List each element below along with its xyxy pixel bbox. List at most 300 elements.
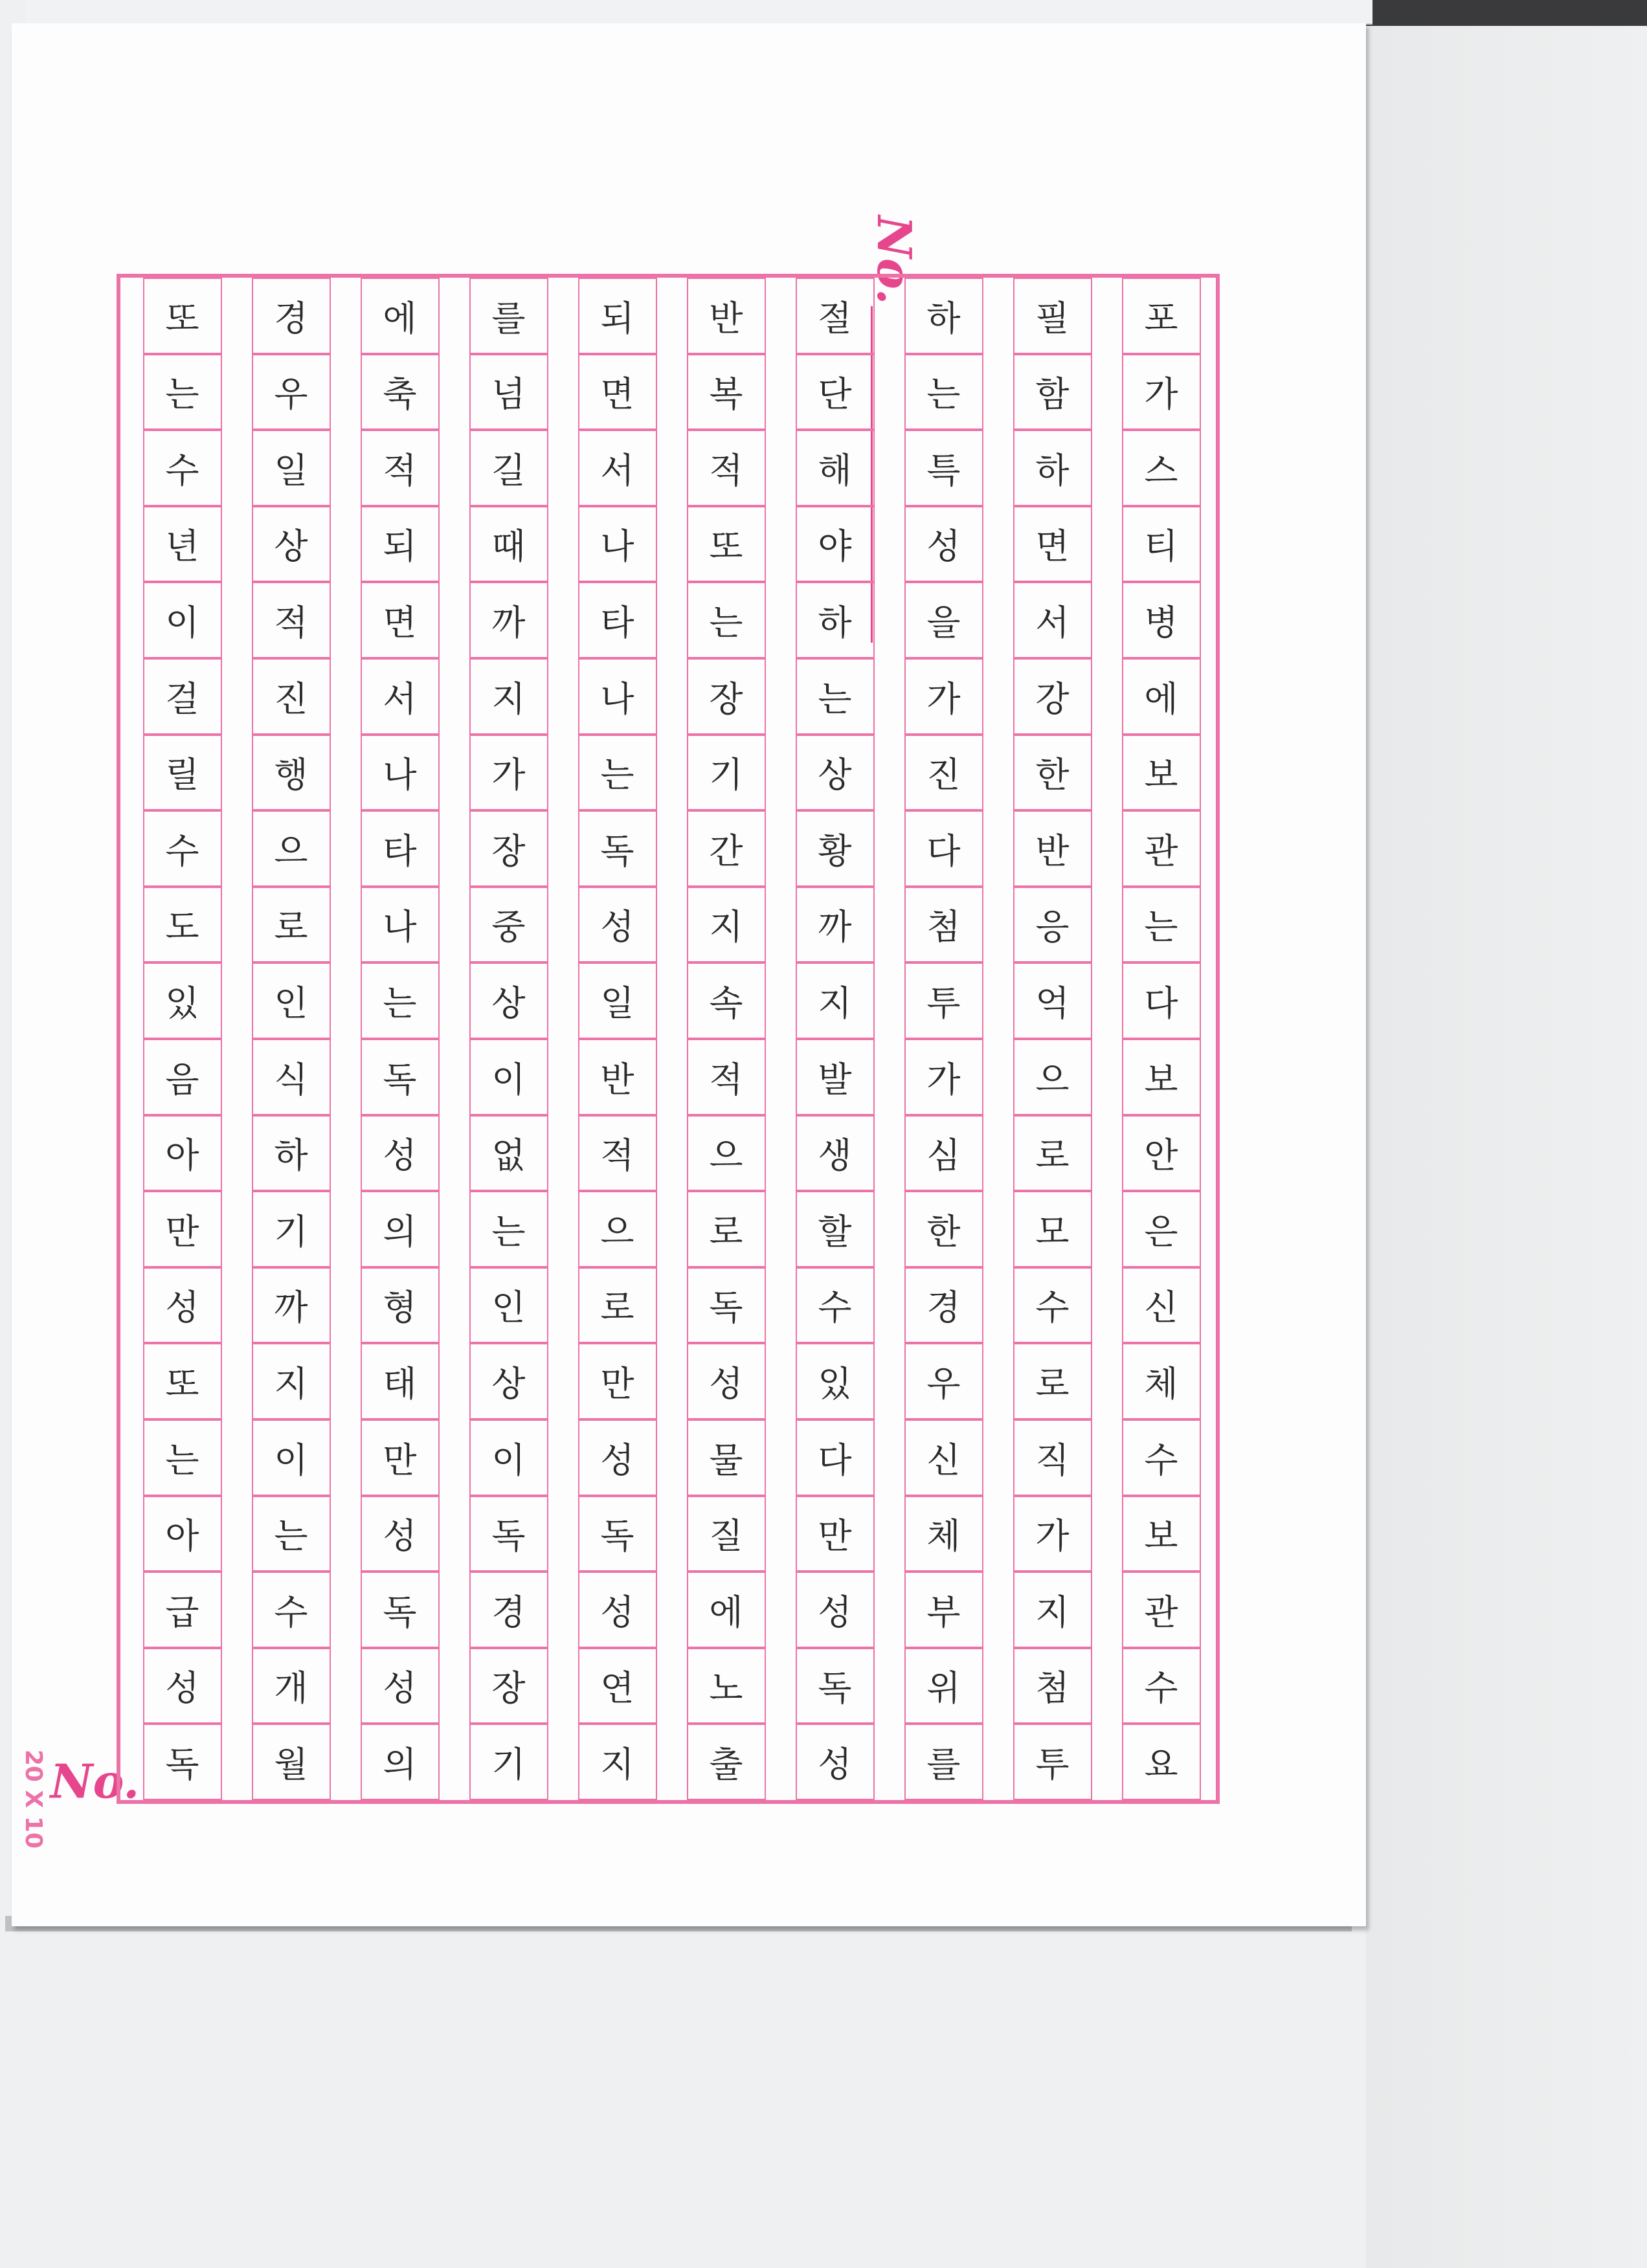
grid-cell <box>361 354 440 430</box>
grid-cell <box>1013 1039 1092 1115</box>
grid-cell <box>361 506 440 583</box>
grid-cell <box>904 582 983 658</box>
handwritten-char: 안 <box>1144 1135 1179 1176</box>
grid-cell <box>796 1419 875 1496</box>
grid-cell <box>578 1724 657 1800</box>
grid-cell <box>143 1115 222 1192</box>
grid-cell <box>469 735 548 811</box>
handwritten-char: 하 <box>274 1135 309 1176</box>
grid-cell <box>578 1496 657 1572</box>
handwritten-char: 한 <box>926 1211 961 1252</box>
handwritten-char: 필 <box>1035 298 1070 339</box>
grid-cell <box>361 1496 440 1572</box>
grid-cell <box>143 962 222 1039</box>
handwritten-char: 적 <box>383 450 418 491</box>
grid-cell <box>1122 582 1201 658</box>
handwritten-char: 일 <box>600 983 635 1024</box>
handwritten-char: 진 <box>926 754 961 795</box>
grid-cell <box>687 658 766 735</box>
handwritten-char: 인 <box>274 983 309 1024</box>
grid-cell <box>796 1724 875 1800</box>
grid-cell <box>469 1648 548 1724</box>
grid-cell <box>469 1267 548 1344</box>
manuscript-row <box>1013 278 1092 1800</box>
handwritten-char: 성 <box>818 1592 853 1633</box>
grid-cell <box>1122 1419 1201 1496</box>
handwritten-char: 수 <box>274 1592 309 1633</box>
handwritten-char: 로 <box>709 1211 744 1252</box>
handwritten-char: 성 <box>600 1440 635 1481</box>
grid-cell <box>361 1039 440 1115</box>
grid-cell <box>252 810 331 887</box>
grid-cell <box>469 1039 548 1115</box>
grid-cell <box>687 1496 766 1572</box>
handwritten-char: 적 <box>709 1059 744 1100</box>
handwritten-char: 부 <box>926 1592 961 1633</box>
handwritten-char: 로 <box>1035 1363 1070 1405</box>
handwritten-char: 만 <box>818 1515 853 1557</box>
handwritten-char: 없 <box>491 1135 526 1176</box>
handwritten-char: 경 <box>926 1287 961 1329</box>
handwritten-char: 상 <box>818 754 853 795</box>
handwritten-char: 질 <box>709 1515 744 1557</box>
handwritten-char: 는 <box>1144 907 1179 948</box>
handwritten-char: 지 <box>600 1744 635 1785</box>
handwritten-char: 독 <box>491 1515 526 1557</box>
handwritten-char: 는 <box>491 1211 526 1252</box>
handwritten-char: 성 <box>383 1667 418 1709</box>
handwritten-char: 장 <box>491 1667 526 1709</box>
grid-cell <box>143 354 222 430</box>
grid-cell <box>361 1343 440 1419</box>
grid-cell <box>1013 1496 1092 1572</box>
handwritten-char: 출 <box>709 1744 744 1785</box>
handwritten-char: 가 <box>926 1059 961 1100</box>
handwritten-char: 다 <box>1144 983 1179 1024</box>
grid-cell <box>469 658 548 735</box>
handwritten-char: 로 <box>600 1287 635 1329</box>
grid-cell <box>687 1343 766 1419</box>
grid-cell <box>143 1267 222 1344</box>
grid-cell <box>796 1572 875 1648</box>
grid-cell <box>904 506 983 583</box>
grid-cell <box>687 1267 766 1344</box>
grid-cell <box>687 1191 766 1267</box>
grid-cell <box>687 1648 766 1724</box>
grid-cell <box>904 1419 983 1496</box>
grid-cell <box>361 430 440 506</box>
grid-cell <box>1013 430 1092 506</box>
handwritten-char: 수 <box>1144 1440 1179 1481</box>
grid-cell <box>1122 1267 1201 1344</box>
grid-cell <box>578 810 657 887</box>
handwritten-char: 때 <box>491 526 526 568</box>
grid-cell <box>1013 354 1092 430</box>
grid-cell <box>361 1648 440 1724</box>
grid-cell <box>904 810 983 887</box>
handwritten-char: 는 <box>926 373 961 415</box>
grid-cell <box>469 506 548 583</box>
grid-cell <box>578 1572 657 1648</box>
grid-cell <box>1013 278 1092 354</box>
handwritten-char: 상 <box>274 526 309 568</box>
grid-cell <box>1122 1343 1201 1419</box>
grid-cell <box>143 810 222 887</box>
no-label-top: No. <box>867 216 922 305</box>
grid-cell <box>796 658 875 735</box>
handwritten-char: 상 <box>491 983 526 1024</box>
handwritten-char: 로 <box>274 907 309 948</box>
grid-cell <box>252 1419 331 1496</box>
handwritten-char: 기 <box>709 754 744 795</box>
handwritten-char: 지 <box>274 1363 309 1405</box>
handwritten-char: 서 <box>1035 602 1070 643</box>
handwritten-char: 되 <box>383 526 418 568</box>
handwritten-char: 요 <box>1144 1744 1179 1785</box>
grid-cell <box>469 962 548 1039</box>
grid-cell <box>469 810 548 887</box>
grid-cell <box>361 962 440 1039</box>
handwritten-char: 다 <box>818 1440 853 1481</box>
grid-cell <box>143 658 222 735</box>
handwritten-char: 절 <box>818 298 853 339</box>
handwritten-char: 수 <box>165 450 200 491</box>
handwritten-char: 야 <box>818 526 853 568</box>
grid-cell <box>904 1115 983 1192</box>
handwritten-char: 되 <box>600 298 635 339</box>
handwritten-char: 음 <box>165 1059 200 1100</box>
grid-cell <box>252 582 331 658</box>
handwritten-char: 지 <box>818 983 853 1024</box>
grid-cell <box>796 1115 875 1192</box>
grid-cell <box>1122 810 1201 887</box>
grid-cell <box>252 1572 331 1648</box>
handwritten-char: 응 <box>1035 907 1070 948</box>
grid-cell <box>361 278 440 354</box>
handwritten-char: 가 <box>491 754 526 795</box>
handwritten-char: 에 <box>1144 678 1179 720</box>
grid-cell <box>143 1572 222 1648</box>
grid-cell <box>143 1419 222 1496</box>
grid-cell <box>687 962 766 1039</box>
handwritten-char: 할 <box>818 1211 853 1252</box>
handwritten-char: 식 <box>274 1059 309 1100</box>
grid-cell <box>796 278 875 354</box>
handwritten-char: 태 <box>383 1363 418 1405</box>
grid-cell <box>1122 735 1201 811</box>
grid-cell <box>143 887 222 963</box>
handwritten-char: 투 <box>926 983 961 1024</box>
grid-cell <box>143 278 222 354</box>
handwritten-char: 성 <box>600 907 635 948</box>
handwritten-char: 성 <box>926 526 961 568</box>
handwritten-char: 로 <box>1035 1135 1070 1176</box>
grid-cell <box>904 354 983 430</box>
grid-cell <box>1013 658 1092 735</box>
handwritten-char: 반 <box>600 1059 635 1100</box>
handwritten-char: 를 <box>491 298 526 339</box>
grid-cell <box>361 1267 440 1344</box>
grid-cell <box>143 430 222 506</box>
handwritten-char: 가 <box>1144 373 1179 415</box>
grid-cell <box>904 1191 983 1267</box>
grid-cell <box>1013 1648 1092 1724</box>
grid-cell <box>469 1572 548 1648</box>
grid-cell <box>252 1115 331 1192</box>
handwritten-char: 아 <box>165 1135 200 1176</box>
grid-cell <box>904 1496 983 1572</box>
grid-cell <box>1013 506 1092 583</box>
handwritten-char: 까 <box>274 1287 309 1329</box>
grid-cell <box>361 1572 440 1648</box>
handwritten-char: 의 <box>383 1744 418 1785</box>
handwritten-char: 노 <box>709 1667 744 1709</box>
grid-cell <box>361 735 440 811</box>
handwritten-char: 물 <box>709 1440 744 1481</box>
handwritten-char: 기 <box>491 1744 526 1785</box>
handwritten-char: 이 <box>274 1440 309 1481</box>
grid-cell <box>796 1191 875 1267</box>
grid-cell <box>143 506 222 583</box>
handwritten-char: 중 <box>491 907 526 948</box>
grid-cell <box>796 582 875 658</box>
grid-cell <box>469 1419 548 1496</box>
handwritten-char: 만 <box>165 1211 200 1252</box>
handwritten-char: 나 <box>600 526 635 568</box>
handwritten-char: 는 <box>600 754 635 795</box>
handwritten-char: 티 <box>1144 526 1179 568</box>
handwritten-char: 면 <box>1035 526 1070 568</box>
grid-cell <box>904 1039 983 1115</box>
handwritten-char: 에 <box>709 1592 744 1633</box>
grid-cell <box>469 1724 548 1800</box>
grid-cell <box>1122 1039 1201 1115</box>
grid-cell <box>1013 810 1092 887</box>
handwritten-char: 상 <box>491 1363 526 1405</box>
grid-cell <box>1122 887 1201 963</box>
grid-cell <box>1013 735 1092 811</box>
grid-cell <box>252 1648 331 1724</box>
handwritten-char: 성 <box>709 1363 744 1405</box>
handwritten-char: 는 <box>709 602 744 643</box>
grid-cell <box>469 1343 548 1419</box>
handwritten-char: 한 <box>1035 754 1070 795</box>
grid-cell <box>252 1724 331 1800</box>
grid-cell <box>578 1419 657 1496</box>
handwritten-char: 성 <box>165 1287 200 1329</box>
handwritten-char: 이 <box>491 1059 526 1100</box>
grid-cell <box>252 1191 331 1267</box>
handwritten-char: 보 <box>1144 1059 1179 1100</box>
handwritten-char: 장 <box>709 678 744 720</box>
grid-cell <box>578 962 657 1039</box>
handwritten-char: 관 <box>1144 830 1179 872</box>
grid-cell <box>252 430 331 506</box>
grid-cell <box>143 735 222 811</box>
handwritten-char: 지 <box>491 678 526 720</box>
grid-cell <box>687 430 766 506</box>
handwritten-char: 의 <box>383 1211 418 1252</box>
grid-cell <box>469 1191 548 1267</box>
handwritten-char: 으 <box>709 1135 744 1176</box>
handwritten-char: 연 <box>600 1667 635 1709</box>
handwritten-char: 독 <box>818 1667 853 1709</box>
handwritten-char: 관 <box>1144 1592 1179 1633</box>
grid-cell <box>578 1191 657 1267</box>
grid-cell <box>1013 962 1092 1039</box>
handwritten-char: 병 <box>1144 602 1179 643</box>
handwritten-char: 으 <box>600 1211 635 1252</box>
handwritten-char: 독 <box>709 1287 744 1329</box>
grid-cell <box>1013 1191 1092 1267</box>
grid-cell <box>1013 1724 1092 1800</box>
handwritten-char: 함 <box>1035 373 1070 415</box>
grid-cell <box>1122 430 1201 506</box>
handwritten-char: 형 <box>383 1287 418 1329</box>
handwritten-char: 신 <box>926 1440 961 1481</box>
grid-cell <box>361 1191 440 1267</box>
grid-cell <box>1122 1648 1201 1724</box>
handwritten-char: 모 <box>1035 1211 1070 1252</box>
handwritten-char: 반 <box>709 298 744 339</box>
grid-cell <box>687 1572 766 1648</box>
handwritten-char: 이 <box>491 1440 526 1481</box>
grid-cell <box>143 1343 222 1419</box>
handwritten-char: 체 <box>926 1515 961 1557</box>
handwritten-char: 으 <box>274 830 309 872</box>
handwritten-char: 아 <box>165 1515 200 1557</box>
manuscript-row <box>469 278 548 1800</box>
handwritten-char: 복 <box>709 373 744 415</box>
grid-cell <box>796 1648 875 1724</box>
grid-cell <box>1122 506 1201 583</box>
handwritten-char: 생 <box>818 1135 853 1176</box>
handwritten-char: 신 <box>1144 1287 1179 1329</box>
handwritten-char: 기 <box>274 1211 309 1252</box>
grid-cell <box>1122 1115 1201 1192</box>
handwritten-char: 지 <box>709 907 744 948</box>
handwritten-char: 독 <box>165 1744 200 1785</box>
handwritten-char: 에 <box>383 298 418 339</box>
grid-cell <box>143 1648 222 1724</box>
grid-cell <box>1122 1572 1201 1648</box>
manuscript-row <box>143 278 222 1800</box>
handwritten-char: 도 <box>165 907 200 948</box>
handwritten-char: 반 <box>1035 830 1070 872</box>
grid-cell <box>143 582 222 658</box>
grid-cell <box>361 658 440 735</box>
grid-cell <box>143 1191 222 1267</box>
grid-cell <box>252 1343 331 1419</box>
handwritten-char: 스 <box>1144 450 1179 491</box>
grid-cell <box>687 1039 766 1115</box>
handwritten-char: 해 <box>818 450 853 491</box>
grid-cell <box>361 810 440 887</box>
grid-cell <box>361 887 440 963</box>
grid-cell <box>143 1724 222 1800</box>
grid-cell <box>687 582 766 658</box>
grid-cell <box>904 278 983 354</box>
handwritten-char: 걸 <box>165 678 200 720</box>
handwritten-char: 타 <box>383 830 418 872</box>
grid-cell <box>904 1343 983 1419</box>
handwritten-char: 독 <box>600 830 635 872</box>
handwritten-char: 면 <box>383 602 418 643</box>
grid-cell <box>578 1648 657 1724</box>
grid-cell <box>796 1039 875 1115</box>
grid-cell <box>578 658 657 735</box>
grid-cell <box>904 735 983 811</box>
handwritten-char: 억 <box>1035 983 1070 1024</box>
grid-cell <box>469 1496 548 1572</box>
grid-cell <box>687 887 766 963</box>
handwritten-char: 만 <box>600 1363 635 1405</box>
grid-cell <box>1013 1419 1092 1496</box>
grid-cell <box>904 1648 983 1724</box>
handwritten-char: 포 <box>1144 298 1179 339</box>
grid-cell <box>252 1496 331 1572</box>
scanner-bed-area <box>1366 0 1647 2268</box>
grid-cell <box>469 354 548 430</box>
grid-cell <box>578 1039 657 1115</box>
grid-cell <box>1013 1267 1092 1344</box>
handwritten-char: 는 <box>818 678 853 720</box>
grid-cell <box>469 887 548 963</box>
grid-cell <box>796 1496 875 1572</box>
handwritten-char: 나 <box>600 678 635 720</box>
grid-cell <box>904 1724 983 1800</box>
grid-cell <box>1122 1496 1201 1572</box>
grid-cell <box>796 1343 875 1419</box>
handwritten-char: 성 <box>383 1515 418 1557</box>
handwritten-char: 나 <box>383 754 418 795</box>
handwritten-char: 는 <box>165 373 200 415</box>
handwritten-char: 첨 <box>1035 1667 1070 1709</box>
handwritten-char: 다 <box>926 830 961 872</box>
handwritten-char: 수 <box>818 1287 853 1329</box>
handwritten-char: 보 <box>1144 1515 1179 1557</box>
handwritten-char: 황 <box>818 830 853 872</box>
handwritten-char: 행 <box>274 754 309 795</box>
handwritten-char: 급 <box>165 1592 200 1633</box>
grid-cell <box>1122 962 1201 1039</box>
grid-cell <box>796 735 875 811</box>
scanner-shadow <box>1366 0 1647 26</box>
grid-cell <box>252 735 331 811</box>
handwritten-char: 적 <box>600 1135 635 1176</box>
handwritten-char: 수 <box>165 830 200 872</box>
handwritten-char: 일 <box>274 450 309 491</box>
handwritten-char: 우 <box>274 373 309 415</box>
handwritten-char: 성 <box>818 1744 853 1785</box>
manuscript-grid <box>117 274 1220 1804</box>
grid-cell <box>796 1267 875 1344</box>
handwritten-char: 는 <box>383 983 418 1024</box>
handwritten-char: 하 <box>818 602 853 643</box>
grid-cell <box>252 354 331 430</box>
handwritten-char: 직 <box>1035 1440 1070 1481</box>
handwritten-char: 를 <box>926 1744 961 1785</box>
handwritten-char: 으 <box>1035 1059 1070 1100</box>
manuscript-row <box>1122 278 1201 1800</box>
handwritten-char: 성 <box>165 1667 200 1709</box>
grid-cell <box>904 430 983 506</box>
handwritten-char: 는 <box>274 1515 309 1557</box>
manuscript-row <box>687 278 766 1800</box>
pad-top-binding <box>26 0 1372 25</box>
handwritten-char: 는 <box>165 1440 200 1481</box>
grid-cell <box>1122 278 1201 354</box>
